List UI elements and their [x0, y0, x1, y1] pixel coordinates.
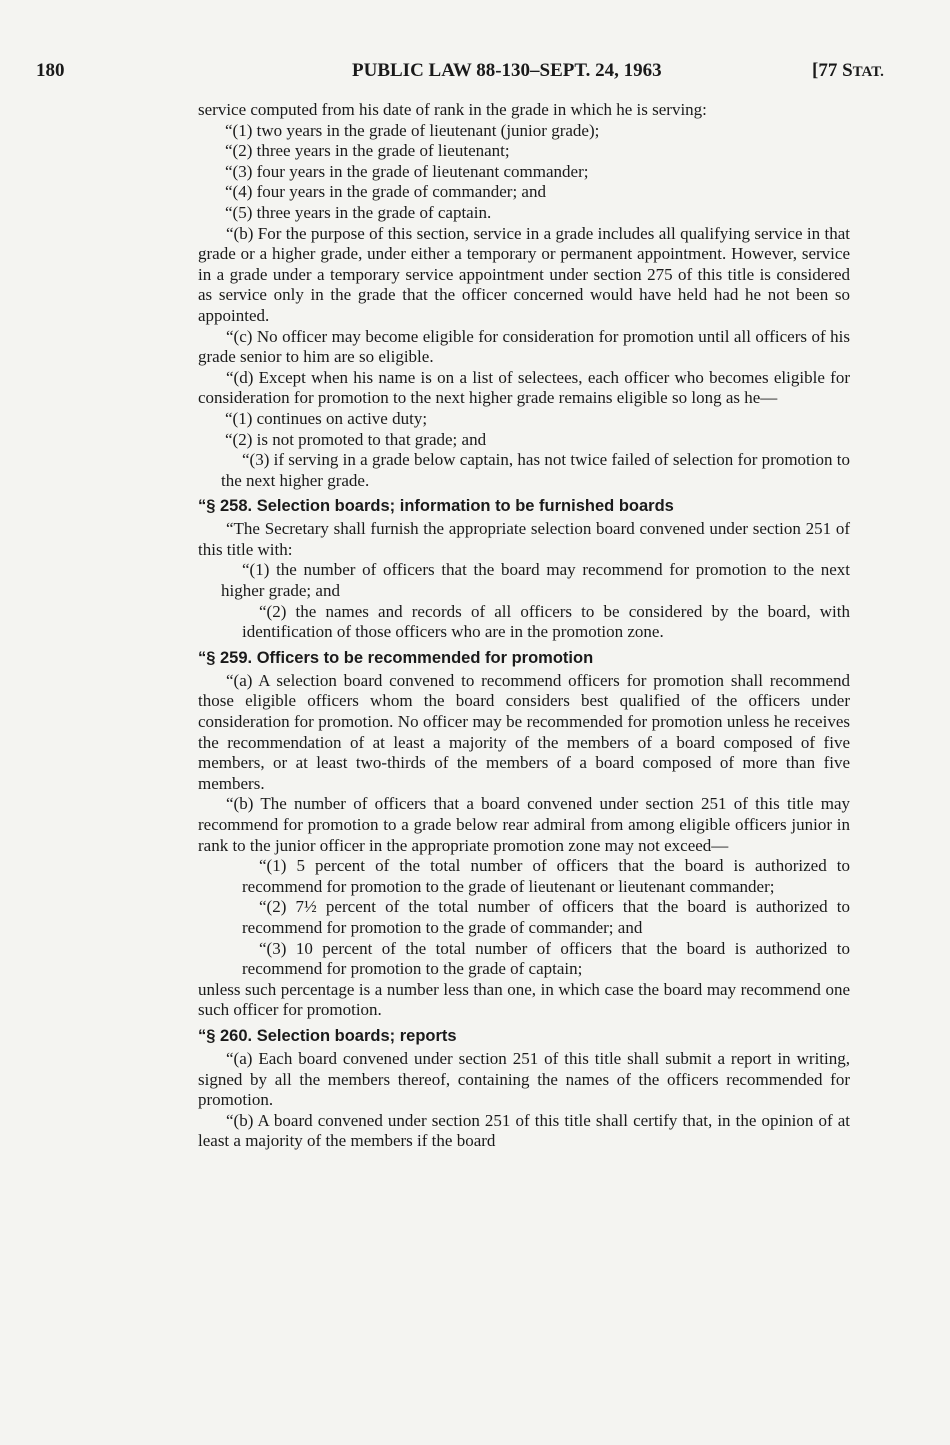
statute-reference	[812, 60, 884, 82]
text-paragraph: “The Secretary shall furnish the appropriate selection board convened under section 251 of this title with:	[198, 519, 850, 559]
text-paragraph: “(5) three years in the grade of captain.	[225, 202, 492, 222]
statute-volume: [77 S	[812, 60, 853, 81]
statute-suffix: TAT.	[852, 64, 884, 80]
text-paragraph: “(3) if serving in a grade below captain, has not twice failed of selection for promotion to the next higher grade.	[221, 450, 850, 490]
section-heading: “§ 258. Selection boards; information to be furnished boards	[198, 497, 674, 516]
page-header	[0, 60, 950, 88]
text-paragraph: “(1) the number of officers that the board may recommend for promotion to the next higher grade; and	[221, 560, 850, 601]
text-paragraph: “(1) 5 percent of the total number of officers that the board is authorized to recommend for promotion to the grade of lieutenant or lieutenant commander;	[242, 856, 850, 896]
page-body	[198, 100, 850, 1152]
section-heading: “§ 259. Officers to be recommended for promotion	[198, 648, 594, 667]
text-paragraph: “(2) three years in the grade of lieutenant;	[225, 141, 510, 161]
text-paragraph: “(a) A selection board convened to recommend officers for promotion shall recommend those eligible officers whom the board considers best qualified of the officers under consideration for promotion. No officer may be recommended for promotion unless he receives the recommendation of at least a majority of the members of a board composed of five members, or at least two-thirds of the members of a board composed of more than five members.	[198, 670, 850, 793]
text-paragraph: service computed from his date of rank in the grade in which he is serving:	[198, 100, 707, 119]
text-paragraph: “(4) four years in the grade of commander; and	[225, 182, 546, 202]
text-paragraph: “(c) No officer may become eligible for consideration for promotion until all officers of his grade senior to him are so eligible.	[198, 326, 850, 367]
page-number: 180	[36, 60, 65, 81]
text-paragraph: “(1) continues on active duty;	[225, 408, 428, 428]
text-paragraph: “(3) 10 percent of the total number of officers that the board is authorized to recommend for promotion to the grade of captain;	[242, 938, 850, 979]
section-heading: “§ 260. Selection boards; reports	[198, 1026, 457, 1045]
text-paragraph: unless such percentage is a number less than one, in which case the board may recommend one such officer for promotion.	[198, 979, 850, 1020]
text-paragraph: “(a) Each board convened under section 251 of this title shall submit a report in writing, signed by all the members thereof, containing the names of the officers recommended for promotion.	[198, 1048, 850, 1110]
text-paragraph: “(b) A board convened under section 251 of this title shall certify that, in the opinion of at least a majority of the members if the board	[198, 1110, 850, 1151]
text-paragraph: “(b) The number of officers that a board convened under section 251 of this title may recommend for promotion to a grade below rear admiral from among eligible officers junior in rank to the junior officer in the appropriate promotion zone may not exceed—	[198, 794, 850, 855]
text-paragraph: “(b) For the purpose of this section, service in a grade includes all qualifying service in that grade or a higher grade, under either a temporary or permanent appointment. However, service in a grade under a temporary service appointment under section 275 of this title is considered as service only in the grade that the officer concerned would have held had he not been so appointed.	[198, 223, 850, 325]
text-paragraph: “(d) Except when his name is on a list of selectees, each officer who becomes eligible for consideration for promotion to the next higher grade remains eligible so long as he—	[198, 367, 850, 408]
text-paragraph: “(2) the names and records of all officers to be considered by the board, with identification of those officers who are in the promotion zone.	[242, 601, 850, 642]
text-paragraph: “(2) is not promoted to that grade; and	[225, 429, 487, 449]
text-paragraph: “(2) 7½ percent of the total number of officers that the board is authorized to recommend for promotion to the grade of commander; and	[242, 897, 850, 937]
text-paragraph: “(1) two years in the grade of lieutenant (junior grade);	[225, 120, 600, 140]
text-paragraph: “(3) four years in the grade of lieutenant commander;	[225, 161, 589, 181]
running-title: PUBLIC LAW 88-130–SEPT. 24, 1963	[352, 60, 662, 81]
